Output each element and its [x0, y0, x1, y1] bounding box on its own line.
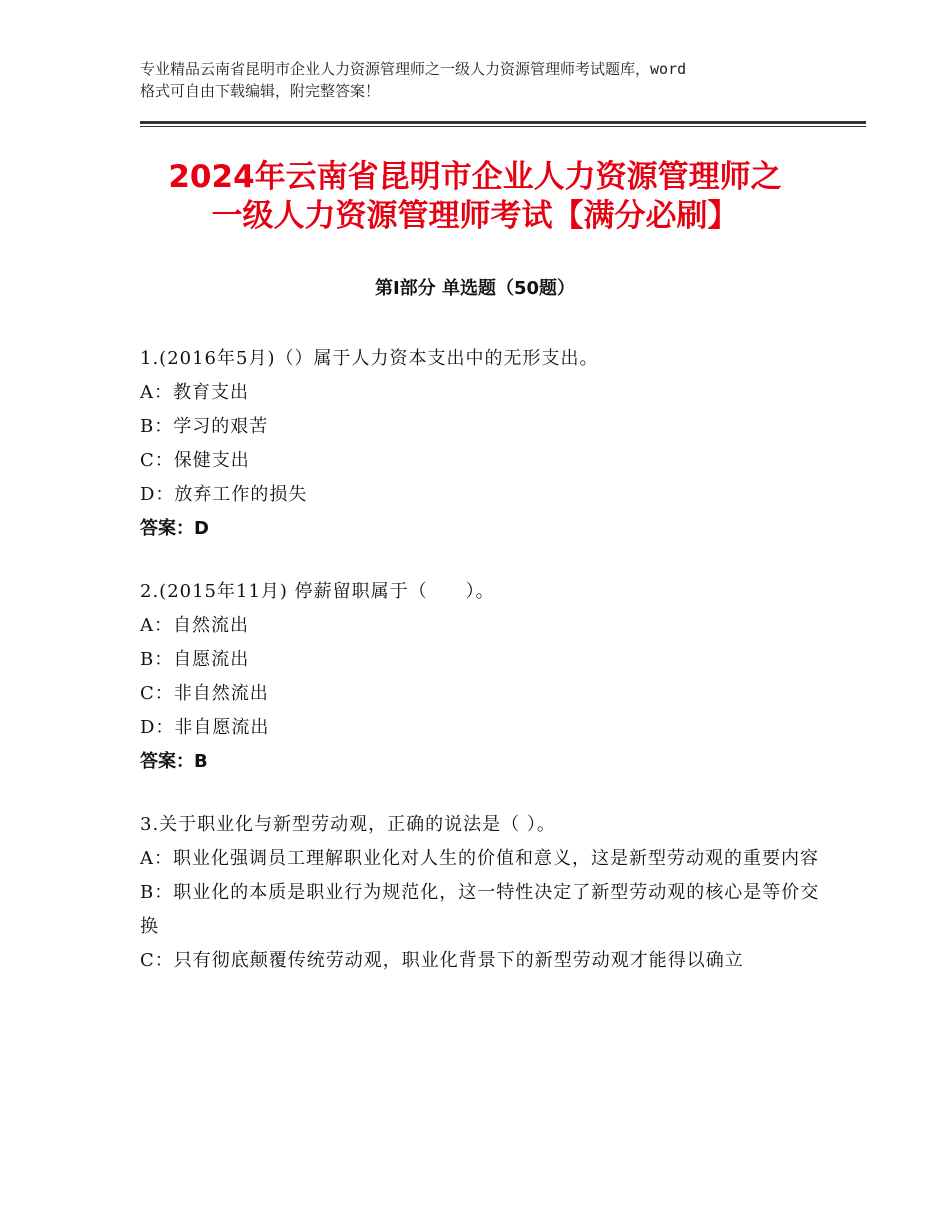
- option-d: D：放弃工作的损失: [140, 484, 308, 505]
- header-divider-thick: [140, 121, 866, 124]
- option-b: B：职业化的本质是职业行为规范化，这一特性决定了新型劳动观的核心是等价交换: [140, 882, 820, 937]
- option-a: A：教育支出: [140, 382, 249, 403]
- option-a: A：自然流出: [140, 615, 249, 636]
- header-note: [140, 58, 840, 102]
- question-3: [140, 808, 820, 978]
- option-d: D：非自愿流出: [140, 717, 270, 738]
- option-a: A：职业化强调员工理解职业化对人生的价值和意义，这是新型劳动观的重要内容: [140, 848, 819, 869]
- answer: 答案：D: [140, 518, 209, 539]
- document-title: [60, 158, 890, 236]
- document-title-line-2: 一级人力资源管理师考试【满分必刷】: [211, 198, 739, 234]
- option-b: B：自愿流出: [140, 649, 250, 670]
- header-note-line-1: 专业精品云南省昆明市企业人力资源管理师之一级人力资源管理师考试题库，word: [140, 60, 687, 78]
- question-list: [140, 342, 820, 1007]
- header-note-line-2: 格式可自由下载编辑，附完整答案！: [140, 82, 381, 100]
- question-stem: 3.关于职业化与新型劳动观，正确的说法是（ ）。: [140, 814, 556, 835]
- option-c: C：只有彻底颠覆传统劳动观，职业化背景下的新型劳动观才能得以确立: [140, 950, 744, 971]
- option-c: C：非自然流出: [140, 683, 269, 704]
- answer: 答案：B: [140, 751, 208, 772]
- option-c: C：保健支出: [140, 450, 250, 471]
- section-heading: 第Ⅰ部分 单选题（50题）: [374, 278, 575, 299]
- question-1: [140, 342, 820, 546]
- header-divider-thin: [140, 126, 866, 127]
- question-2: [140, 575, 820, 779]
- question-stem: 1.(2016年5月)（）属于人力资本支出中的无形支出。: [140, 348, 599, 369]
- question-stem: 2.(2015年11月) 停薪留职属于（ ）。: [140, 581, 495, 602]
- option-b: B：学习的艰苦: [140, 416, 269, 437]
- document-title-line-1: 2024年云南省昆明市企业人力资源管理师之: [168, 159, 782, 195]
